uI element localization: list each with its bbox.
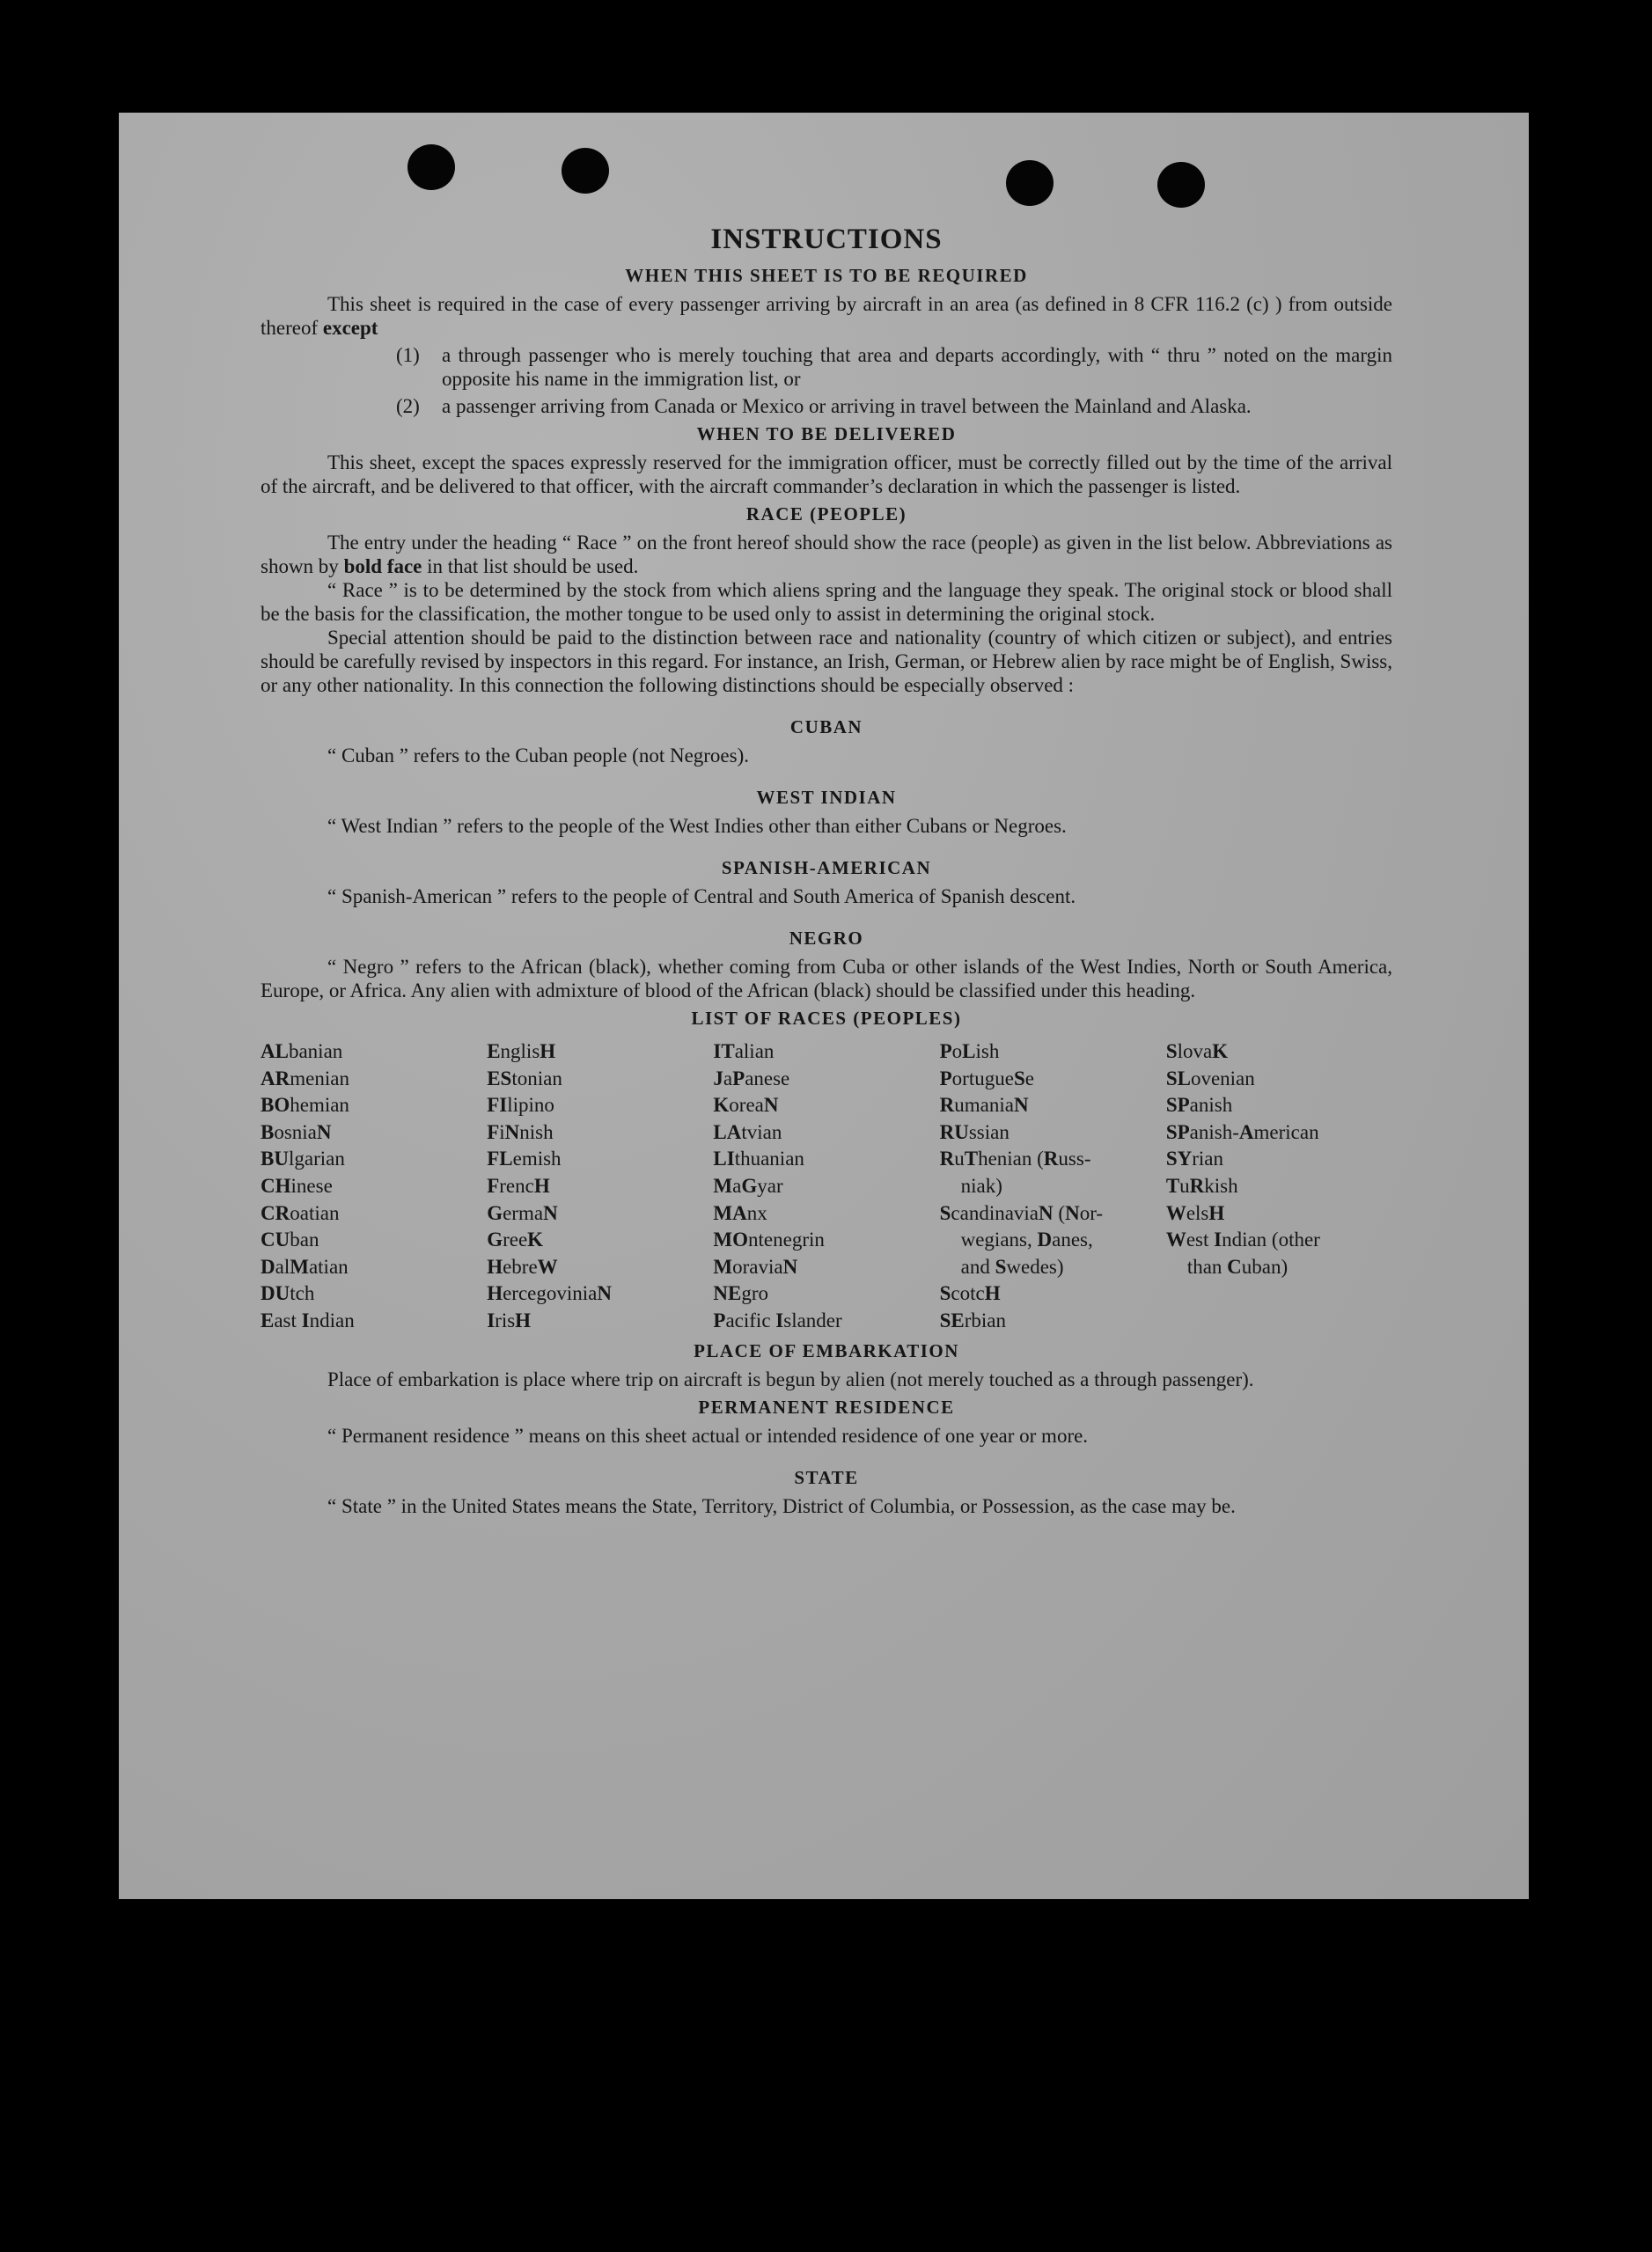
race-entry: LIthuanian <box>713 1148 804 1170</box>
race-entry: FIlipino <box>487 1094 554 1117</box>
race-entry: SYrian <box>1165 1148 1223 1170</box>
race-entry: LAtvian <box>713 1120 782 1143</box>
paragraph-spanish-american: “ Spanish-American ” refers to the people of Central and South America of Spanish descent. <box>327 885 1076 907</box>
race-entry: Pacific Islander <box>713 1309 842 1331</box>
race-entry: MOntenegrin <box>713 1229 825 1251</box>
races-column <box>1166 1038 1392 1335</box>
race-entry: EnglisH <box>487 1040 556 1062</box>
heading-cuban: CUBAN <box>789 716 863 737</box>
race-entry: SPanish <box>1165 1094 1233 1117</box>
punch-hole <box>1006 160 1054 206</box>
race-entry: wegians, Danes, <box>960 1229 1093 1251</box>
paragraph-negro: “ Negro ” refers to the African (black), whether coming from Cuba or other islands of the West Indies, North or South America, Europe, or Africa. Any alien with admixture of blood of the African (black) should be classified under this heading. <box>261 956 1392 1001</box>
races-column <box>940 1038 1166 1335</box>
page-title: INSTRUCTIONS <box>710 224 943 255</box>
race-entry: DalMatian <box>261 1255 349 1278</box>
races-table <box>261 1038 1392 1335</box>
race-entry: RUssian <box>939 1120 1010 1143</box>
race-entry: SLovenian <box>1165 1067 1255 1089</box>
race-entry: East Indian <box>261 1309 355 1331</box>
race-entry: SlovaK <box>1165 1040 1229 1062</box>
race-entry: FLemish <box>487 1148 562 1170</box>
race-entry: DUtch <box>261 1282 315 1305</box>
race-entry: GermaN <box>487 1201 558 1224</box>
race-entry: West Indian (other <box>1165 1229 1320 1251</box>
paragraph-when-required: This sheet is required in the case of every passenger arriving by aircraft in an area (as defined in 8 CFR 116.2 (c) ) from outside thereof except <box>261 293 1392 339</box>
race-entry: than Cuban) <box>1186 1255 1289 1278</box>
heading-when-delivered: WHEN TO BE DELIVERED <box>696 423 957 444</box>
race-entry: HebreW <box>487 1255 558 1278</box>
race-entry: NEgro <box>713 1282 769 1305</box>
race-entry: niak) <box>960 1174 1002 1197</box>
race-entry: HercegoviniaN <box>487 1282 612 1305</box>
heading-embarkation: PLACE OF EMBARKATION <box>694 1339 959 1361</box>
race-entry: IrisH <box>487 1309 532 1331</box>
paragraph-west-indian: “ West Indian ” refers to the people of the West Indies other than either Cubans or Negroes. <box>327 815 1067 837</box>
race-entry: ScandinaviaN (Nor- <box>939 1201 1104 1224</box>
document-sheet <box>119 113 1529 1899</box>
races-column <box>261 1038 487 1335</box>
instructions-content <box>261 224 1392 1518</box>
race-entry: JaPanese <box>713 1067 790 1089</box>
heading-spanish-american: SPANISH-AMERICAN <box>721 857 932 878</box>
paragraph-residence: “ Permanent residence ” means on this sheet actual or intended residence of one year or more. <box>327 1424 1089 1447</box>
race-entry: CRoatian <box>261 1201 340 1224</box>
race-entry: PortugueSe <box>939 1067 1034 1089</box>
race-entry: TuRkish <box>1165 1174 1238 1197</box>
heading-west-indian: WEST INDIAN <box>756 787 897 808</box>
race-entry: EStonian <box>487 1067 562 1089</box>
race-entry: RuThenian (Russ- <box>939 1148 1091 1170</box>
race-entry: KoreaN <box>713 1094 779 1117</box>
race-entry: BUlgarian <box>261 1148 345 1170</box>
race-entry: CUban <box>261 1229 319 1251</box>
paragraph-state: “ State ” in the United States means the State, Territory, District of Columbia, or Possession, as the case may be. <box>327 1494 1236 1517</box>
race-entry: FiNnish <box>487 1120 554 1143</box>
race-entry: GreeK <box>487 1229 544 1251</box>
paragraph-cuban: “ Cuban ” refers to the Cuban people (not Negroes). <box>327 745 750 767</box>
race-entry: FrencH <box>487 1174 550 1197</box>
race-entry: and Swedes) <box>960 1255 1064 1278</box>
race-entry: RumaniaN <box>939 1094 1029 1117</box>
race-entry: ARmenian <box>261 1067 349 1089</box>
punch-hole <box>562 148 609 194</box>
heading-residence: PERMANENT RESIDENCE <box>698 1396 955 1418</box>
paragraph-when-delivered: This sheet, except the spaces expressly reserved for the immigration officer, must be correctly filled out by the time of the arrival of the aircraft, and be delivered to that officer, with the aircraft commander’s declaration in which the passenger is listed. <box>261 451 1392 497</box>
race-entry: MoraviaN <box>713 1255 798 1278</box>
paragraph-race-entry: The entry under the heading “ Race ” on the front hereof should show the race (people) as given in the list below. Abbreviations as shown by bold face in that list should be used. <box>261 532 1392 577</box>
punch-hole <box>1157 162 1205 208</box>
race-entry: BosniaN <box>261 1120 332 1143</box>
races-column <box>487 1038 713 1335</box>
paragraph-embarkation: Place of embarkation is place where trip on aircraft is begun by alien (not merely touched as a through passenger). <box>327 1368 1254 1390</box>
punch-hole <box>407 144 455 190</box>
race-entry: ITalian <box>713 1040 775 1062</box>
paragraph-race-nationality: Special attention should be paid to the distinction between race and nationality (country of which citizen or subject), and entries should be carefully revised by inspectors in this regard. For instance, an Irish, German, or Hebrew alien by race might be of English, Swiss, or any other nationality. In this connection the following distinctions should be especially observed : <box>261 627 1392 696</box>
race-entry: ScotcH <box>939 1282 1001 1305</box>
heading-race: RACE (PEOPLE) <box>745 503 907 524</box>
race-entry: PoLish <box>939 1040 1000 1062</box>
races-column <box>713 1038 939 1335</box>
heading-list-of-races: LIST OF RACES (PEOPLES) <box>691 1008 962 1029</box>
race-entry: MAnx <box>713 1201 767 1224</box>
exception-item: (2) a passenger arriving from Canada or Mexico or arriving in travel between the Mainland and Alaska. <box>396 395 1252 417</box>
heading-when-required: WHEN THIS SHEET IS TO BE REQUIRED <box>625 265 1028 286</box>
race-entry: BOhemian <box>261 1094 349 1117</box>
race-entry: SPanish-American <box>1165 1120 1319 1143</box>
paragraph-race-stock: “ Race ” is to be determined by the stock from which aliens spring and the language they speak. The original stock or blood shall be the basis for the classification, the mother tongue to be used only to assist in determining the original stock. <box>261 579 1392 625</box>
race-entry: ALbanian <box>261 1040 343 1062</box>
exception-item: (1) a through passenger who is merely touching that area and departs accordingly, with “ thru ” noted on the margin opposite his name in the immigration list, or <box>396 344 1392 390</box>
race-entry: WelsH <box>1165 1201 1225 1224</box>
race-entry: MaGyar <box>713 1174 783 1197</box>
race-entry: CHinese <box>261 1174 333 1197</box>
heading-negro: NEGRO <box>789 928 864 949</box>
heading-state: STATE <box>794 1466 859 1488</box>
race-entry: SErbian <box>939 1309 1007 1331</box>
